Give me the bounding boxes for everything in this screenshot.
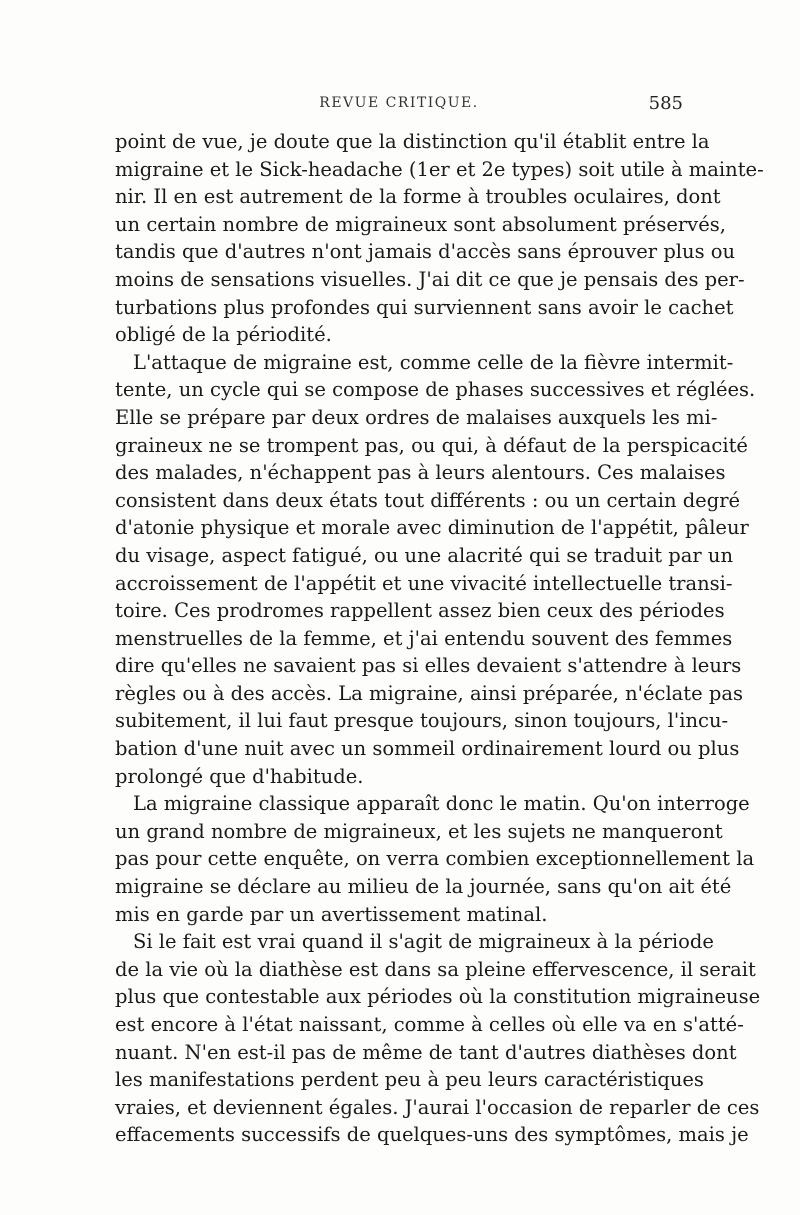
text-line: plus que contestable aux périodes où la constitution migraineuse	[115, 985, 761, 1009]
text-line: des malades, n'échappent pas à leurs alentours. Ces malaises	[115, 461, 726, 485]
text-line: mis en garde par un avertissement matinal.	[115, 902, 548, 926]
text-line: toire. Ces prodromes rappellent assez bien ceux des périodes	[115, 599, 725, 623]
text-line: migraine se déclare au milieu de la journée, sans qu'on ait été	[115, 875, 732, 899]
text-line: point de vue, je doute que la distinction qu'il établit entre la	[115, 130, 710, 153]
text-line: d'atonie physique et morale avec diminution de l'appétit, pâleur	[115, 516, 749, 540]
text-line: règles ou à des accès. La migraine, ainsi préparée, n'éclate pas	[115, 681, 743, 705]
page-number: 585	[648, 93, 683, 114]
text-line: effacements successifs de quelques-uns des symptômes, mais je	[115, 1123, 749, 1147]
text-line: La migraine classique apparaît donc le matin. Qu'on interroge	[133, 792, 750, 816]
text-line: est encore à l'état naissant, comme à celles où elle va en s'atté-	[115, 1013, 744, 1036]
text-line: du visage, aspect fatigué, ou une alacrité qui se traduit par un	[115, 543, 734, 567]
text-line: nir. Il en est autrement de la forme à troubles oculaires, dont	[115, 185, 721, 209]
text-line: turbations plus profondes qui surviennent sans avoir le cachet	[115, 295, 734, 319]
text-line: pas pour cette enquête, on verra combien exceptionnellement la	[115, 847, 755, 871]
text-line: un grand nombre de migraineux, et les sujets ne manqueront	[115, 819, 723, 843]
text-line: tente, un cycle qui se compose de phases successives et réglées.	[115, 378, 756, 402]
text-line: bation d'une nuit avec un sommeil ordinairement lourd ou plus	[115, 737, 740, 761]
text-line: consistent dans deux états tout différents : ou un certain degré	[115, 488, 741, 512]
text-line: subitement, il lui faut presque toujours, sinon toujours, l'incu-	[115, 709, 729, 733]
text-line: accroissement de l'appétit et une vivacité intellectuelle transi-	[115, 571, 733, 595]
text-line: migraine et le Sick-headache (1er et 2e types) soit utile à mainte-	[115, 157, 764, 181]
body-text	[115, 128, 764, 1149]
text-line: tandis que d'autres n'ont jamais d'accès sans éprouver plus ou	[115, 240, 736, 264]
text-line: nuant. N'en est-il pas de même de tant d'autres diathèses dont	[115, 1040, 737, 1064]
text-line: L'attaque de migraine est, comme celle de la fièvre intermit-	[133, 350, 734, 374]
text-line: de la vie où la diathèse est dans sa pleine effervescence, il serait	[115, 957, 756, 981]
running-title: REVUE CRITIQUE.	[319, 95, 479, 111]
text-line: prolongé que d'habitude.	[115, 764, 364, 788]
text-line: moins de sensations visuelles. J'ai dit ce que je pensais des per-	[115, 267, 745, 291]
text-line: graineux ne se trompent pas, ou qui, à défaut de la perspicacité	[115, 433, 748, 457]
text-line: menstruelles de la femme, et j'ai entendu souvent des femmes	[115, 626, 733, 650]
text-line: vraies, et deviennent égales. J'aurai l'occasion de reparler de ces	[115, 1095, 760, 1119]
running-head	[115, 95, 683, 119]
text-line: un certain nombre de migraineux sont absolument préservés,	[115, 212, 726, 236]
text-line: obligé de la périodité.	[115, 323, 332, 347]
text-line: Si le fait est vrai quand il s'agit de migraineux à la période	[133, 930, 714, 954]
text-line: les manifestations perdent peu à peu leurs caractéristiques	[115, 1068, 704, 1092]
text-line: dire qu'elles ne savaient pas si elles devaient s'attendre à leurs	[115, 654, 742, 678]
text-line: Elle se prépare par deux ordres de malaises auxquels les mi-	[115, 405, 718, 429]
